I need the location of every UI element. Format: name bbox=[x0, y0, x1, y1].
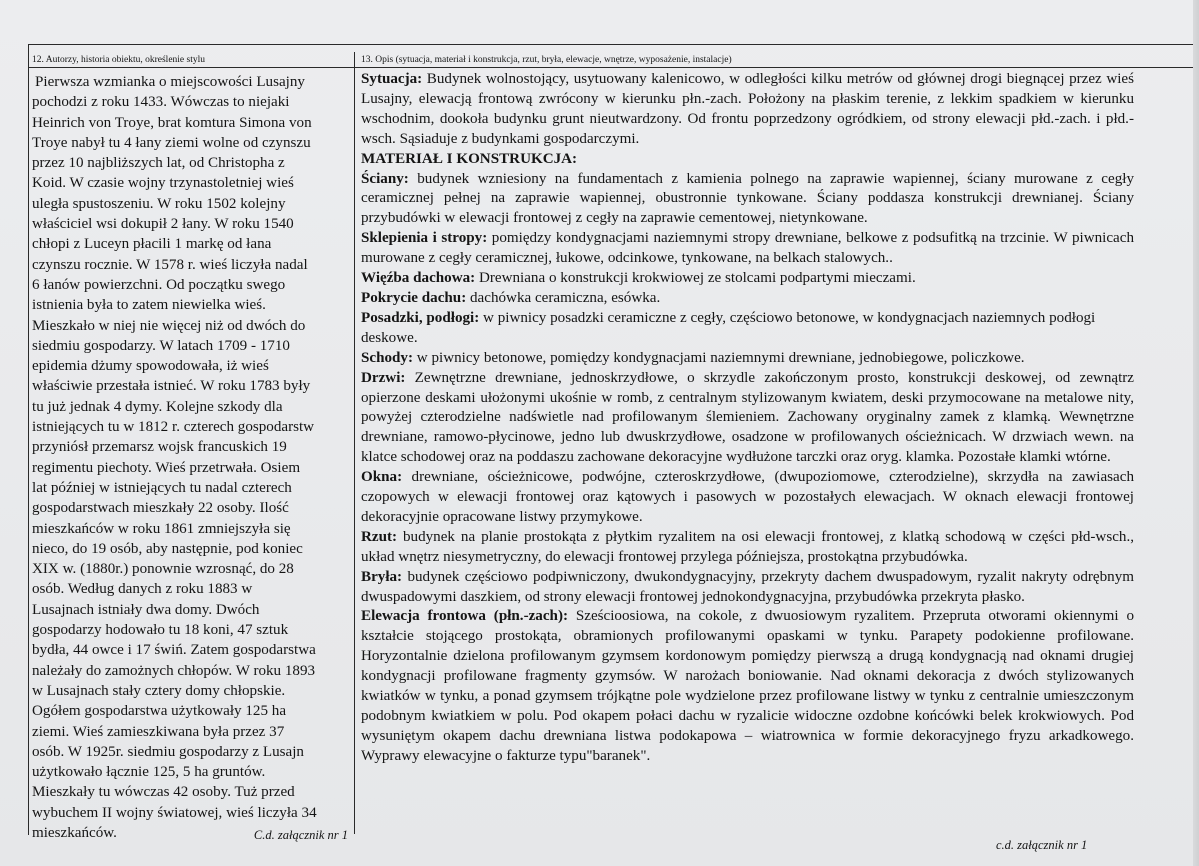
history-line: istniejących tu w 1812 r. czterech gospodarstw bbox=[32, 419, 315, 436]
history-line: pochodzi z roku 1433. Wówczas to niejaki bbox=[32, 94, 290, 111]
sklepienia-label: Sklepienia i stropy: bbox=[361, 230, 488, 247]
material-heading: MATERIAŁ I KONSTRUKCJA: bbox=[361, 150, 578, 167]
section-sciany bbox=[361, 170, 1134, 230]
elewacja-text: Sześcioosiowa, na cokole, z dwuosiowym ryzalitem. Przepruta otworami okiennymi o kształcie stojącego prostokąta, obramionych profilowanymi opaskami w tynku. Parapety podokienne profilowane. Horyzontalnie dzielona profilowanym gzymsem kordonowym pomiędzy pierwszą a drugą kondygnacją nad oknami drugiej kondygnacji profilowane fragmenty gzymsów. W narożach boniowanie. Nad oknami dekoracja z dwóch stylizowanych kwiatków w tynku, a ponad gzymsem trójkątne pole wydzielone przez profilowane listwy w tynku z centralnie umieszczonym podobnym kwiatkiem w polu. Pod okapem połaci dachu w ryzalicie widoczne ozdobne końcówki belek krokwiowych. Pod wysuniętym okapem dachu drewniana listwa podokapowa – wiatrownica w formie dekoracyjnego fryzu arkadkowego. Wyprawy elewacyjne o fakturze typu"baranek". bbox=[361, 608, 1134, 764]
history-last-line bbox=[32, 823, 350, 845]
history-line: istnienia była to zatem niewielka wieś. bbox=[32, 297, 266, 314]
history-line: lat później w istniejących tu nadal czterech bbox=[32, 479, 292, 496]
description-header: 13. Opis (sytuacja, materiał i konstrukcja, rzut, bryła, elewacje, wnętrze, wyposażenie, instalacje) bbox=[355, 52, 1198, 68]
history-line: właściwie przestała istnieć. W roku 1783 były bbox=[32, 378, 311, 395]
sytuacja-text: Budynek wolnostojący, usytuowany kalenicowo, w odległości kilku metrów od głównej drogi biegnącej przez wieś Lusajny, elewacją frontową zwrócony w kierunku płn.-zach. Położony na płaskim terenie, z lekkim spadkiem w kierunku wschodnim, dookoła budynku grunt nieutwardzony. Od frontu poprzedzony ogródkiem, od strony elewacji płd.-zach. i płd.-wsch. Sąsiaduje z budynkami gospodarczymi. bbox=[361, 71, 1134, 147]
history-line: 6 łanów powierzchni. Od początku swego bbox=[32, 276, 286, 293]
history-line: w Lusajnach stały cztery domy chłopskie. bbox=[32, 682, 286, 699]
history-line: XIX w. (1880r.) ponownie wzrosnąć, do 28 bbox=[32, 561, 294, 578]
history-text bbox=[32, 72, 350, 845]
section-drzwi bbox=[361, 369, 1134, 469]
history-line: uległa spustoszeniu. W roku 1502 kolejny bbox=[32, 195, 286, 212]
history-line: osób. Według danych z roku 1883 w bbox=[32, 581, 253, 598]
history-line: wybuchem II wojny światowej, wieś liczyła 34 bbox=[32, 804, 317, 821]
wiezba-text: Drewniana o konstrukcji krokwiowej ze stolcami podpartymi mieczami. bbox=[475, 270, 916, 287]
sklepienia-text: pomiędzy kondygnacjami naziemnymi stropy drewniane, belkowe z podsufitką na trzcinie. W piwnicach murowane z cegły ceramicznej, łukowe, odcinkowe, tynkowane, na belkach stalowych.. bbox=[361, 230, 1134, 267]
history-line: przyniósł przemarsz wojsk francuskich 19 bbox=[32, 439, 287, 456]
section-rzut bbox=[361, 528, 1134, 568]
history-line: należały do zamożnych chłopów. W roku 1893 bbox=[32, 662, 316, 679]
history-line: chłopi z Luceyn płacili 1 markę od łana bbox=[32, 236, 272, 253]
history-line: właściciel wsi dokupił 2 łany. W roku 1540 bbox=[32, 216, 294, 233]
section-posadzki bbox=[361, 309, 1134, 349]
history-line: Troye nabył tu 4 łany ziemi wolne od czynszu bbox=[32, 134, 311, 151]
rzut-label: Rzut: bbox=[361, 528, 398, 545]
rzut-text: budynek na planie prostokąta z płytkim ryzalitem na osi elewacji frontowej, z klatką schodową w części płd-wsch., układ wnętrz niesymetryczny, do elewacji frontowej przylega późniejsza, prostokątna przybudówka. bbox=[361, 528, 1134, 565]
history-line: użytkowało łącznie 125, 5 ha gruntów. bbox=[32, 764, 266, 781]
history-line: tu już jednak 4 dymy. Kolejne szkody dla bbox=[32, 398, 283, 415]
description-footnote: c.d. załącznik nr 1 bbox=[996, 838, 1088, 852]
history-header: 12. Autorzy, historia obiektu, określenie stylu bbox=[28, 52, 354, 68]
description-text bbox=[361, 70, 1134, 767]
section-okna bbox=[361, 468, 1134, 528]
bryla-label: Bryła: bbox=[361, 568, 403, 585]
history-footnote: C.d. załącznik nr 1 bbox=[253, 827, 348, 842]
drzwi-text: Zewnętrzne drewniane, jednoskrzydłowe, o skrzydle zakończonym prosto, konstrukcji deskowej, od zewnątrz opierzone deskami ułożonymi ukośnie w romb, z centralnym stylizowanym kwiatem, deski przymocowane na metalowe nity, powyżej czterodzielne nadświetle nad profilowanym ślemieniem. Zachowany oryginalny zamek z klamką. Wewnętrzne drewniane, ramowo-płycinowe, jedno lub dwuskrzydłowe, osadzone w profilowanych ościeżnicach. W drzwiach wewn. na klatce schodowej oraz na poddaszu zachowane dekoracyjne wydłużone tarczki oraz oryg. klamka. Pozostałe klamki wtórne. bbox=[361, 369, 1134, 466]
wiezba-label: Więźba dachowa: bbox=[361, 270, 476, 287]
section-schody bbox=[361, 349, 1134, 369]
section-wiezba bbox=[361, 269, 1134, 289]
schody-label: Schody: bbox=[361, 349, 414, 366]
pokrycie-label: Pokrycie dachu: bbox=[361, 289, 467, 306]
history-line: nieco, do 19 osób, aby następnie, pod koniec bbox=[32, 540, 303, 557]
section-pokrycie bbox=[361, 289, 1134, 309]
history-line: osób. W 1925r. siedmiu gospodarzy z Lusajn bbox=[32, 743, 304, 760]
history-line: Mieszkało w niej nie więcej niż od dwóch do bbox=[32, 317, 306, 334]
okna-label: Okna: bbox=[361, 469, 403, 486]
sciany-label: Ściany: bbox=[361, 170, 409, 187]
history-line: Heinrich von Troye, brat komtura Simona von bbox=[32, 114, 312, 131]
sytuacja-label: Sytuacja: bbox=[361, 71, 423, 87]
section-sytuacja bbox=[361, 70, 1134, 150]
bryla-text: budynek częściowo podpiwniczony, dwukondygnacyjny, przekryty dachem dwuspadowym, ryzalit nakryty odrębnym dwuspadowymi daszkiem, od strony elewacji frontowej jednokondygnacyjna, przybudówka przekryta płasko. bbox=[361, 568, 1134, 605]
history-line: regimentu piechoty. Wieś przetrwała. Osiem bbox=[32, 459, 301, 476]
history-line: ziemi. Wieś zamieszkiwana była przez 37 bbox=[32, 723, 285, 740]
section-elewacja bbox=[361, 607, 1134, 766]
history-line: gospodarstwach mieszkały 22 osoby. Ilość bbox=[32, 500, 289, 517]
section-sklepienia bbox=[361, 229, 1134, 269]
history-line: bydła, 44 owce i 17 świń. Zatem gospodarstwa bbox=[32, 642, 316, 659]
history-line: siedmiu gospodarzy. W latach 1709 - 1710 bbox=[32, 337, 290, 354]
section-bryla bbox=[361, 568, 1134, 608]
elewacja-label: Elewacja frontowa (płn.-zach): bbox=[361, 608, 568, 625]
description-column bbox=[355, 52, 1198, 834]
drzwi-label: Drzwi: bbox=[361, 369, 406, 386]
history-line: Koid. W czasie wojny trzynastoletniej wieś bbox=[32, 175, 294, 192]
history-line: Lusajnach istniały dwa domy. Dwóch bbox=[32, 601, 260, 618]
schody-text: w piwnicy betonowe, pomiędzy kondygnacjami naziemnymi drewniane, jednobiegowe, policzkowe. bbox=[413, 349, 1025, 366]
sciany-text: budynek wzniesiony na fundamentach z kamienia polnego na zaprawie wapiennej, ściany murowane z cegły ceramicznej pełnej na zaprawie wapiennej, obustronnie tynkowane. Ściany poddasza konstrukcji drewnianej. Ściany przybudówki w elewacji frontowej z cegły na zaprawie cementowej, nietynkowane. bbox=[361, 170, 1134, 227]
pokrycie-text: dachówka ceramiczna, esówka. bbox=[466, 289, 661, 306]
history-line: Mieszkały tu wówczas 42 osoby. Tuż przed bbox=[32, 784, 295, 801]
history-line: Ogółem gospodarstwa użytkowały 125 ha bbox=[32, 703, 287, 720]
history-column bbox=[28, 52, 355, 842]
history-line: epidemia dżumy spowodowała, iż wieś bbox=[32, 358, 269, 375]
history-line: mieszkańców w roku 1861 zmniejszyła się bbox=[32, 520, 291, 537]
history-line: gospodarzy hodowało tu 18 koni, 47 sztuk bbox=[32, 622, 289, 639]
okna-text: drewniane, ościeżnicowe, podwójne, czteroskrzydłowe, (dwupoziomowe, czterodzielne), skrzydła na zawiasach czopowych w elewacji frontowej oraz kątowych i pasowych w pozostałych elewacjach. W oknach elewacji frontowej dekoracyjnie opracowane listwy przymykowe. bbox=[361, 469, 1134, 525]
history-line: Pierwsza wzmianka o miejscowości Lusajny bbox=[35, 74, 305, 90]
history-line: czynszu rocznie. W 1578 r. wieś liczyła nadal bbox=[32, 256, 308, 273]
scan-edge bbox=[1193, 0, 1199, 866]
posadzki-label: Posadzki, podłogi: bbox=[361, 309, 480, 326]
posadzki-text: w piwnicy posadzki ceramiczne z cegły, częściowo betonowe, w kondygnacjach naziemnych podłogi deskowe. bbox=[361, 309, 1096, 346]
history-line: przez 10 najbliższych lat, od Christopha z bbox=[32, 155, 285, 172]
history-last-line-text: mieszkańców. bbox=[32, 824, 117, 841]
